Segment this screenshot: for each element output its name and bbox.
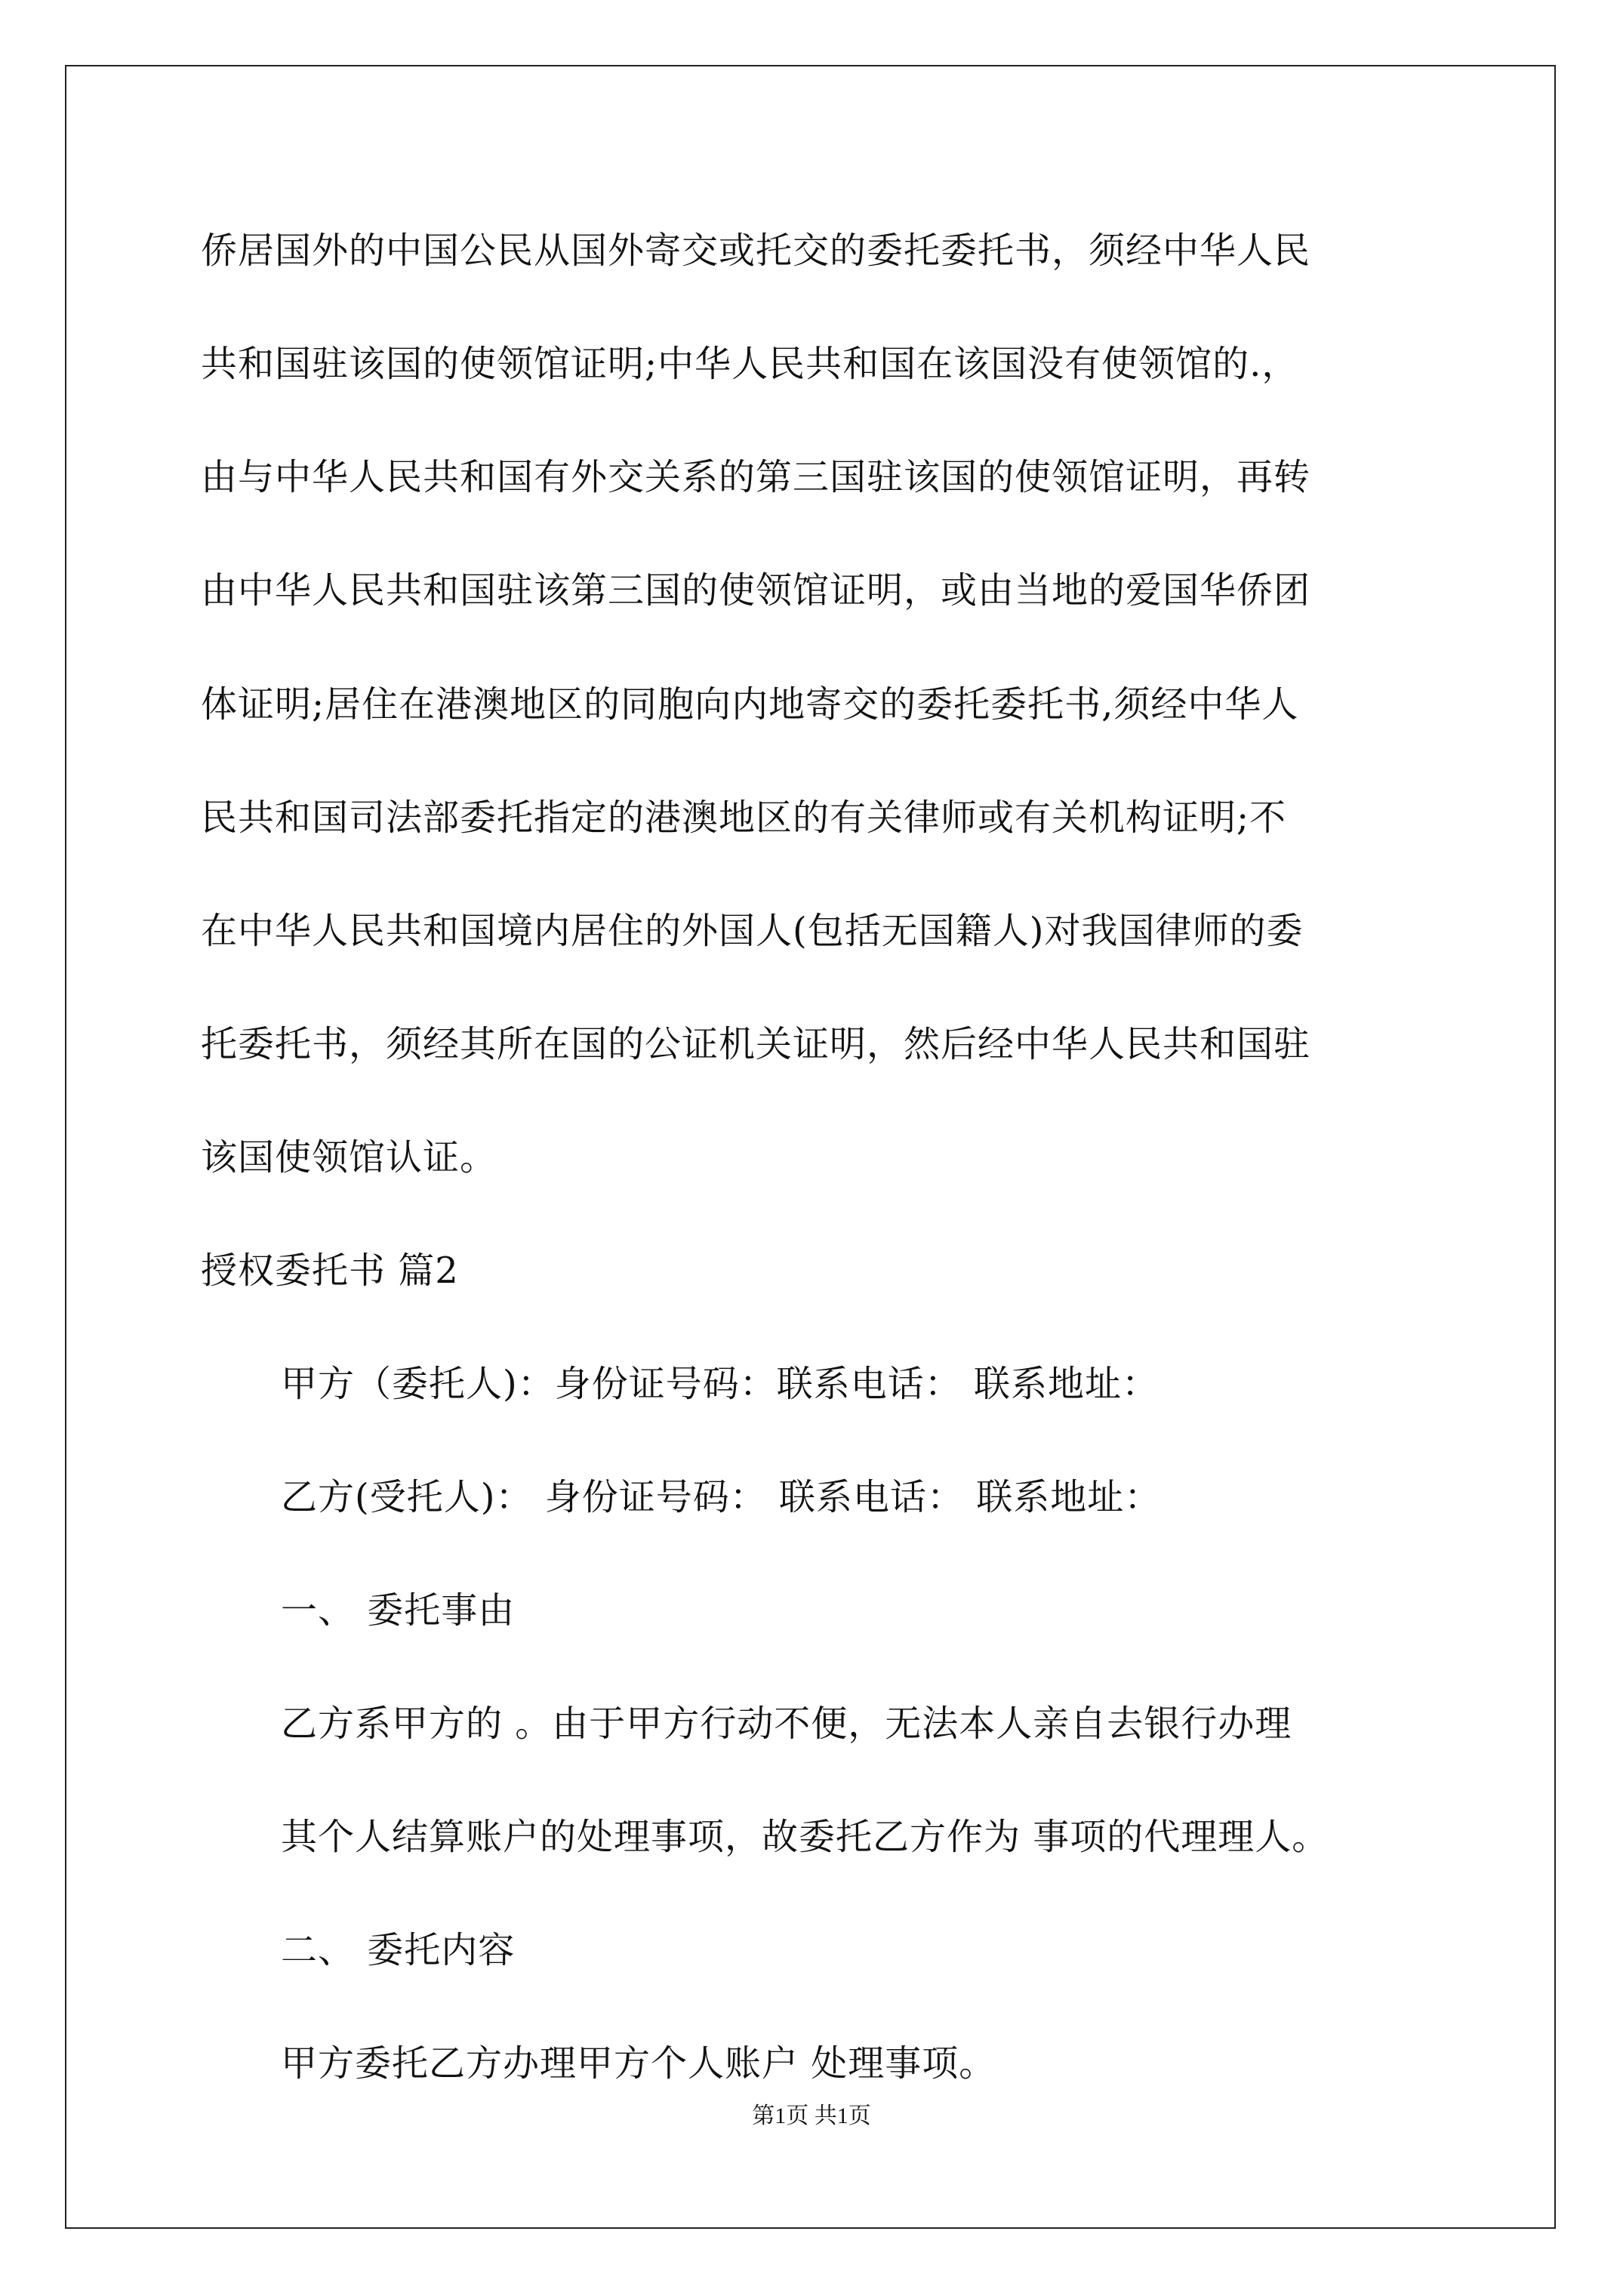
content-line: 甲方委托乙方办理甲方个人账户 处理事项。 <box>281 2042 996 2085</box>
body-line-4: 由中华人民共和国驻该第三国的使领馆证明，或由当地的爱国华侨团 <box>201 569 1311 612</box>
body-line-5: 体证明;居住在港澳地区的同胞向内地寄交的委托委托书,须经中华人 <box>201 683 1299 726</box>
reason-line-1: 乙方系甲方的 。由于甲方行动不便，无法本人亲自去银行办理 <box>281 1703 1292 1745</box>
section-title: 授权委托书 篇2 <box>201 1250 459 1292</box>
page-footer: 第1页 共1页 <box>752 2103 871 2128</box>
party-b-line: 乙方(受托人)： 身份证号码： 联系电话： 联系地址： <box>281 1476 1162 1518</box>
reason-line-2: 其个人结算账户的处理事项，故委托乙方作为 事项的代理理人。 <box>281 1816 1329 1858</box>
body-line-8: 托委托书，须经其所在国的公证机关证明，然后经中华人民共和国驻 <box>201 1023 1311 1065</box>
heading-entrust-content: 二、 委托内容 <box>281 1929 516 1971</box>
heading-entrust-reason: 一、 委托事由 <box>281 1589 516 1632</box>
party-a-line: 甲方（委托人)：身份证号码：联系电话： 联系地址： <box>281 1363 1159 1405</box>
body-line-3: 由与中华人民共和国有外交关系的第三国驻该国的使领馆证明，再转 <box>201 456 1311 498</box>
body-line-6: 民共和国司法部委托指定的港澳地区的有关律师或有关机构证明;不 <box>201 797 1287 839</box>
body-line-1: 侨居国外的中国公民从国外寄交或托交的委托委托书，须经中华人民 <box>201 230 1311 272</box>
body-line-9: 该国使领馆认证。 <box>201 1136 497 1179</box>
body-line-2: 共和国驻该国的使领馆证明;中华人民共和国在该国没有使领馆的.， <box>201 343 1299 385</box>
body-line-7: 在中华人民共和国境内居住的外国人(包括无国籍人)对我国律师的委 <box>201 910 1304 952</box>
